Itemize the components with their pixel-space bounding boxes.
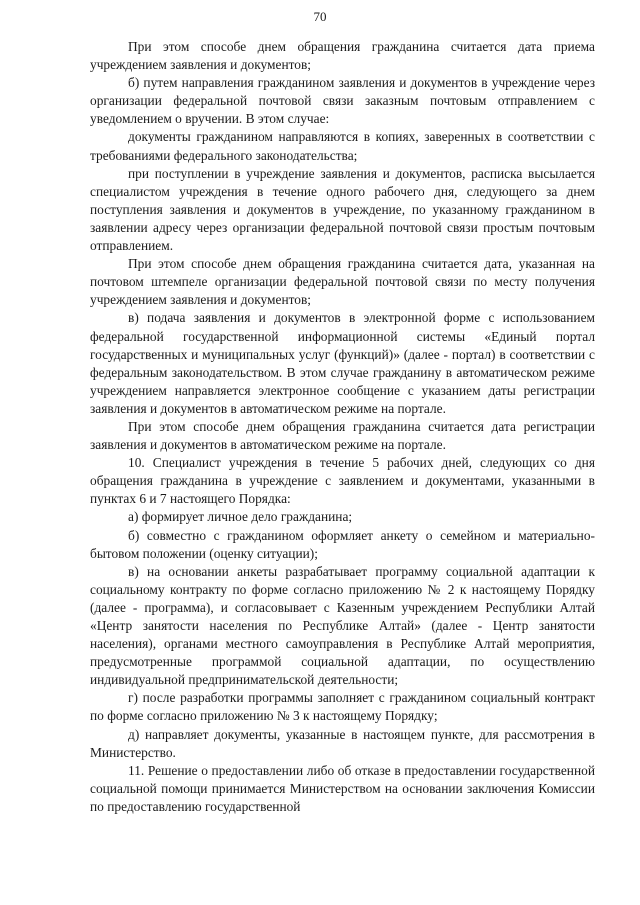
paragraph: При этом способе днем обращения гражданина считается дата регистрации заявления и документов в автоматическом режиме на портале. xyxy=(90,418,595,453)
paragraph: в) подача заявления и документов в электронной форме с использованием федеральной государственной информационной системы «Единый портал государственных и муниципальных услуг (функций)» (далее - портал) в соответствии с федеральным законодательством. В этом случае гражданину в автоматическом режиме учреждением направляется электронное сообщение с указанием даты регистрации заявления и документов в автоматическом режиме на портале. xyxy=(90,310,595,416)
page-number: 70 xyxy=(313,9,327,24)
paragraph: документы гражданином направляются в копиях, заверенных в соответствии с требованиями федерального законодательства; xyxy=(90,129,595,163)
paragraph: д) направляет документы, указанные в настоящем пункте, для рассмотрения в Министерство. xyxy=(90,726,595,760)
paragraph: 11. Решение о предоставлении либо об отказе в предоставлении государственной социальной помощи принимается Министерством на основании заключения Комиссии по предоставлению государственной xyxy=(90,762,595,814)
paragraph: в) на основании анкеты разрабатывает программу социальной адаптации к социальному контракту по форме согласно приложению № 2 к настоящему Порядку (далее - программа), и согласовывает с Казенным учреждением Республики Алтай «Центр занятости населения по Республике Алтай» (далее - Центр занятости населения), органами местного самоуправления в Республике Алтай мероприятия, предусмотренные программой социальной адаптации, по осуществлению индивидуальной предпринимательской деятельности; xyxy=(90,563,595,688)
paragraph: При этом способе днем обращения гражданина считается дата, указанная на почтовом штемпеле организации федеральной почтовой связи по месту получения учреждением заявления и документов; xyxy=(90,256,595,308)
paragraph: а) формирует личное дело гражданина; xyxy=(128,509,353,525)
paragraph: 10. Специалист учреждения в течение 5 рабочих дней, следующих со дня обращения гражданина в учреждение с заявлением и документами, указанными в пунктах 6 и 7 настоящего Порядка: xyxy=(90,455,595,507)
paragraph: г) после разработки программы заполняет с гражданином социальный контракт по форме согласно приложению № 3 к настоящему Порядку; xyxy=(90,690,595,724)
paragraph: б) путем направления гражданином заявления и документов в учреждение через организации федеральной почтовой связи заказным почтовым отправлением с уведомлением о вручении. В этом случае: xyxy=(90,75,595,127)
document-body xyxy=(90,38,595,816)
paragraph: при поступлении в учреждение заявления и документов, расписка высылается специалистом учреждения в течение одного рабочего дня, следующего за днем поступления заявления и документов в учреждение, по указанному гражданином в заявлении адресу через организации федеральной почтовой связи простым почтовым отправлением. xyxy=(90,165,595,254)
paragraph: б) совместно с гражданином оформляет анкету о семейном и материально-бытовом положении (оценку ситуации); xyxy=(90,527,595,561)
paragraph: При этом способе днем обращения гражданина считается дата приема учреждением заявления и документов; xyxy=(90,39,595,73)
